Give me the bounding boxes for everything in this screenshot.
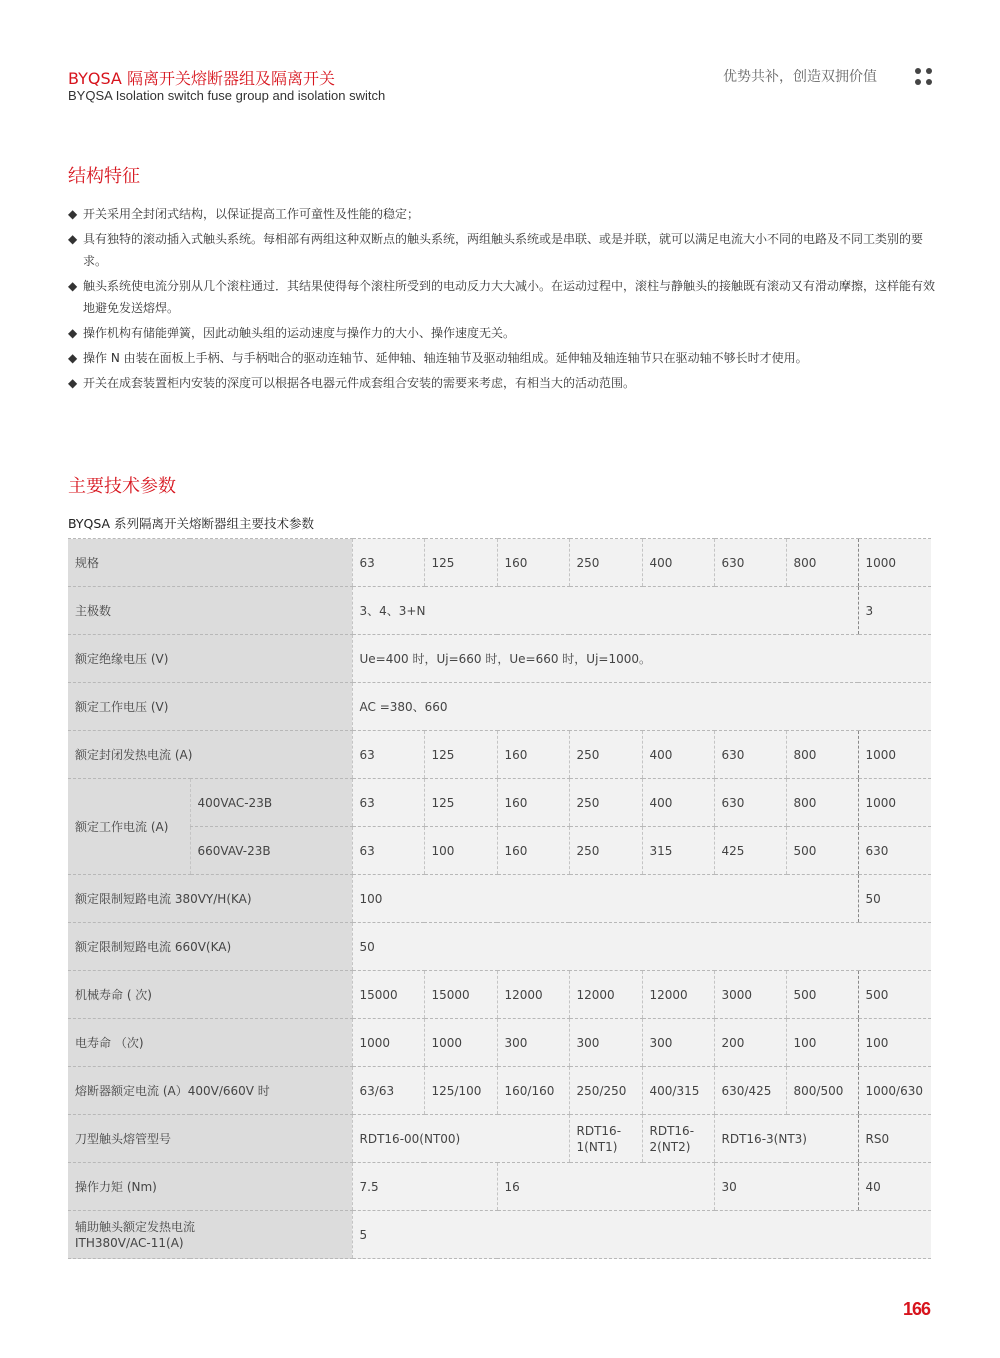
table-row-spec — [68, 539, 931, 587]
table-cell: 7.5 — [352, 1163, 497, 1211]
table-cell: 250 — [569, 731, 642, 779]
table-cell: 63 — [352, 779, 424, 827]
table-cell: 125 — [424, 779, 497, 827]
section-title-params: 主要技术参数 — [68, 476, 176, 497]
table-row-aux-current — [68, 1211, 931, 1259]
table-cell: 800 — [786, 731, 858, 779]
table-cell: 30 — [714, 1163, 858, 1211]
row-label: 机械寿命 ( 次) — [68, 971, 352, 1019]
table-cell: 1000 — [858, 779, 931, 827]
table-cell: 800/500 — [786, 1067, 858, 1115]
table-cell: 300 — [497, 1019, 569, 1067]
table-cell: 125 — [424, 731, 497, 779]
row-label: 熔断器额定电流 (A）400V/660V 时 — [68, 1067, 352, 1115]
table-row-elec-life — [68, 1019, 931, 1067]
row-label: 额定限制短路电流 380VY/H(KA) — [68, 875, 352, 923]
page-number: 166 — [903, 1299, 931, 1319]
table-cell: 50 — [352, 923, 931, 971]
table-row-working-current-400 — [68, 779, 931, 827]
diamond-icon: ◆ — [68, 326, 78, 340]
table-cell: 250/250 — [569, 1067, 642, 1115]
feature-item: ◆ 开关采用全封闭式结构，以保证提高工作可童性及性能的稳定； — [68, 203, 938, 225]
table-row-working-voltage — [68, 683, 931, 731]
row-label: 操作力矩 (Nm) — [68, 1163, 352, 1211]
diamond-icon: ◆ — [68, 207, 78, 221]
table-cell: 160 — [497, 779, 569, 827]
row-label: 额定绝缘电压 (V) — [68, 635, 352, 683]
table-cell: 160 — [497, 731, 569, 779]
table-cell: 1000 — [858, 731, 931, 779]
table-cell: 630 — [714, 539, 786, 587]
four-dots-icon — [915, 68, 933, 86]
table-cell: 400 — [642, 731, 714, 779]
diamond-icon: ◆ — [68, 376, 78, 390]
table-cell: 12000 — [569, 971, 642, 1019]
table-cell: 100 — [786, 1019, 858, 1067]
table-cell: 315 — [642, 827, 714, 875]
table-cell: 12000 — [642, 971, 714, 1019]
table-cell: RDT16-3(NT3) — [714, 1115, 858, 1163]
document-subtitle: BYQSA Isolation switch fuse group and isolation switch — [68, 88, 386, 103]
table-cell: 5 — [352, 1211, 931, 1259]
table-cell: 400 — [642, 539, 714, 587]
table-cell: 3、4、3+N — [352, 587, 858, 635]
table-cell: RS0 — [858, 1115, 931, 1163]
table-cell: 630 — [714, 779, 786, 827]
table-cell: 630 — [714, 731, 786, 779]
sub-row-label: 660VAV-23B — [190, 827, 352, 875]
table-cell: 500 — [786, 971, 858, 1019]
table-cell: 630/425 — [714, 1067, 786, 1115]
table-cell: 1000 — [858, 539, 931, 587]
table-row-short-380 — [68, 875, 931, 923]
table-cell: 50 — [858, 875, 931, 923]
table-cell: 1000/630 — [858, 1067, 931, 1115]
diamond-icon: ◆ — [68, 279, 78, 293]
table-row-torque — [68, 1163, 931, 1211]
row-label: 额定限制短路电流 660V(KA) — [68, 923, 352, 971]
table-cell: 40 — [858, 1163, 931, 1211]
table-row-thermal-current — [68, 731, 931, 779]
table-cell: 63 — [352, 539, 424, 587]
table-cell: 250 — [569, 827, 642, 875]
document-title: BYQSA 隔离开关熔断器组及隔离开关 — [68, 69, 335, 88]
table-cell: 63/63 — [352, 1067, 424, 1115]
table-caption: BYQSA 系列隔离开关熔断器组主要技术参数 — [68, 516, 315, 531]
table-cell: 160 — [497, 827, 569, 875]
table-cell: 400 — [642, 779, 714, 827]
table-row-short-660 — [68, 923, 931, 971]
table-cell: 12000 — [497, 971, 569, 1019]
feature-item: ◆ 开关在成套装置柜内安装的深度可以根据各电器元件成套组合安装的需要来考虑，有相当大的活动范围。 — [68, 372, 938, 394]
table-cell: 160 — [497, 539, 569, 587]
table-cell: 500 — [786, 827, 858, 875]
table-cell: 300 — [642, 1019, 714, 1067]
table-row-working-current-660 — [68, 827, 931, 875]
table-row-insulation-voltage — [68, 635, 931, 683]
row-label-line: 辅助触头额定发热电流 — [75, 1219, 196, 1234]
sub-row-label: 400VAC-23B — [190, 779, 352, 827]
table-cell: 250 — [569, 779, 642, 827]
table-cell: 63 — [352, 731, 424, 779]
row-label: 规格 — [68, 539, 352, 587]
row-label — [68, 1211, 352, 1259]
row-label: 刀型触头熔管型号 — [68, 1115, 352, 1163]
table-cell: 250 — [569, 539, 642, 587]
table-cell: 15000 — [424, 971, 497, 1019]
table-cell: 800 — [786, 539, 858, 587]
table-cell: RDT16-1(NT1) — [569, 1115, 642, 1163]
row-label-line: ITH380V/AC-11(A) — [75, 1235, 184, 1250]
table-cell: 1000 — [352, 1019, 424, 1067]
row-label: 电寿命 （次) — [68, 1019, 352, 1067]
table-cell: 1000 — [424, 1019, 497, 1067]
table-cell: RDT16-00(NT00) — [352, 1115, 569, 1163]
section-title-features: 结构特征 — [68, 166, 140, 187]
table-cell: 800 — [786, 779, 858, 827]
diamond-icon: ◆ — [68, 232, 78, 246]
table-cell: 425 — [714, 827, 786, 875]
feature-item: ◆ 操作 N 由装在面板上手柄、与手柄咄合的驱动连轴节、延伸轴、轴连轴节及驱动轴组成。延伸轴及轴连轴节只在驱动轴不够长时才使用。 — [68, 347, 938, 369]
row-label: 主极数 — [68, 587, 352, 635]
table-row-poles — [68, 587, 931, 635]
table-cell: 15000 — [352, 971, 424, 1019]
table-cell: 125/100 — [424, 1067, 497, 1115]
feature-item: ◆ 具有独特的滚动插入式触头系统。每相部有两组这种双断点的触头系统，两组触头系统或是串联、或是并联，就可以满足电流大小不同的电路及不同工类别的要求。 — [68, 228, 938, 272]
table-row-fuse-type — [68, 1115, 931, 1163]
spec-table — [68, 538, 931, 1259]
table-cell: 16 — [497, 1163, 714, 1211]
table-cell: 500 — [858, 971, 931, 1019]
table-cell: 200 — [714, 1019, 786, 1067]
table-cell: 63 — [352, 827, 424, 875]
table-cell: RDT16-2(NT2) — [642, 1115, 714, 1163]
table-cell: 100 — [424, 827, 497, 875]
table-cell: 630 — [858, 827, 931, 875]
table-cell: 300 — [569, 1019, 642, 1067]
table-cell: Ue=400 时，Uj=660 时，Ue=660 时，Uj=1000。 — [352, 635, 931, 683]
diamond-icon: ◆ — [68, 351, 78, 365]
table-row-mech-life — [68, 971, 931, 1019]
feature-item: ◆ 操作机构有储能弹簧，因此动触头组的运动速度与操作力的大小、操作速度无关。 — [68, 322, 938, 344]
table-cell: AC =380、660 — [352, 683, 931, 731]
table-cell: 400/315 — [642, 1067, 714, 1115]
slogan: 优势共补，创造双拥价值 — [723, 69, 877, 85]
table-cell: 125 — [424, 539, 497, 587]
table-row-fuse-current — [68, 1067, 931, 1115]
row-label: 额定封闭发热电流 (A) — [68, 731, 352, 779]
table-cell: 3 — [858, 587, 931, 635]
row-label: 额定工作电流 (A) — [68, 779, 190, 875]
table-cell: 3000 — [714, 971, 786, 1019]
row-label: 额定工作电压 (V) — [68, 683, 352, 731]
feature-list — [68, 203, 938, 397]
feature-item: ◆ 触头系统使电流分别从几个滚柱通过．其结果使得每个滚柱所受到的电动反力大大减小。在运动过程中，滚柱与静触头的接触既有滚动又有滑动摩擦，这样能有效地避免发送熔焊。 — [68, 275, 938, 319]
table-cell: 100 — [352, 875, 858, 923]
table-cell: 100 — [858, 1019, 931, 1067]
table-cell: 160/160 — [497, 1067, 569, 1115]
